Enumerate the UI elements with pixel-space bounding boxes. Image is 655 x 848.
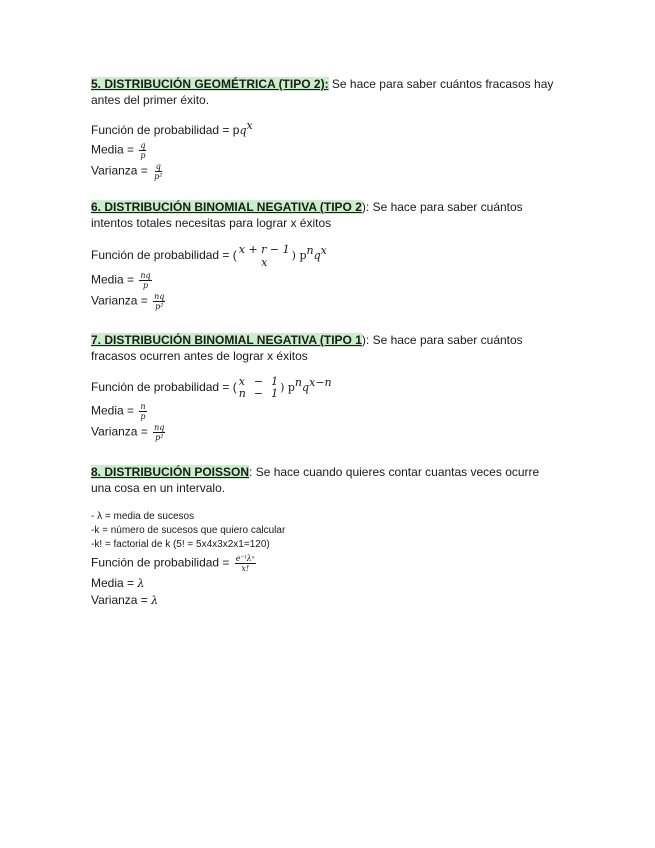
- formula-probability: [91, 243, 561, 269]
- section-description: ): Se hace para saber cuántos: [361, 333, 523, 347]
- binom-cell: 1: [271, 387, 279, 400]
- varianza-fraction: [153, 162, 163, 181]
- fraction-denominator: p²: [155, 302, 164, 311]
- fraction-denominator: p: [140, 412, 146, 421]
- section-description: Se hace para saber cuántos fracasos hay: [328, 77, 554, 91]
- section-heading-line: [91, 464, 561, 480]
- binomial-coefficient: [239, 243, 290, 269]
- section-description-line-2: intentos totales necesitas para lograr x éxitos: [91, 216, 332, 230]
- section-description: : Se hace cuando quieres contar cuantas veces ocurre: [249, 465, 540, 479]
- section-title: 5. DISTRIBUCIÓN GEOMÉTRICA (TIPO 2):: [91, 77, 329, 91]
- media-label: Media =: [91, 142, 138, 157]
- fraction-numerator: n: [140, 402, 146, 411]
- varianza-value: λ: [151, 594, 159, 607]
- fraction-numerator: nq: [154, 423, 165, 432]
- fraction-denominator: p: [140, 151, 146, 160]
- formula-media: [91, 271, 561, 290]
- formula-q: q: [313, 249, 321, 263]
- formula-exp: x: [246, 119, 253, 132]
- formula-varianza: [91, 592, 561, 609]
- section-binomial-negativa-tipo-2: [91, 199, 561, 311]
- fraction-denominator: p²: [154, 172, 163, 181]
- formula-varianza: [91, 162, 561, 181]
- formula-n: n: [306, 244, 314, 258]
- section-poisson: [91, 464, 561, 609]
- section-geometrica: [91, 76, 561, 181]
- note-lambda: - λ = media de sucesos: [91, 511, 195, 522]
- section-title: 6. DISTRIBUCIÓN BINOMIAL NEGATIVA (TIPO 2: [91, 200, 362, 214]
- media-label: Media =: [91, 272, 138, 287]
- formula-q: q: [302, 381, 310, 395]
- formula-label: Función de probabilidad = p: [91, 123, 240, 137]
- formula-label: Función de probabilidad = (: [91, 380, 237, 395]
- formula-tail: ) p: [280, 381, 295, 395]
- section-binomial-negativa-tipo-1: [91, 332, 561, 442]
- formula-fraction: [235, 554, 256, 573]
- formula-probability: [91, 119, 561, 139]
- fraction-numerator: q: [155, 162, 161, 171]
- binom-cell: −: [253, 375, 264, 388]
- section-heading-line: [91, 76, 561, 92]
- formula-media: [91, 141, 561, 160]
- section-heading-line: [91, 332, 561, 348]
- section-description: ): Se hace para saber cuántos: [361, 200, 523, 214]
- varianza-label: Varianza =: [91, 293, 152, 308]
- formula-media: [91, 575, 561, 592]
- varianza-fraction: [153, 423, 165, 442]
- media-label: Media =: [91, 576, 138, 590]
- formula-probability: [91, 554, 561, 573]
- varianza-label: Varianza =: [91, 424, 152, 439]
- fraction-numerator: nq: [140, 271, 151, 280]
- media-fraction: [139, 141, 146, 160]
- section-heading-line: [91, 199, 561, 215]
- binom-cell: 1: [271, 375, 279, 388]
- fraction-denominator: p: [142, 281, 149, 290]
- binom-cell: n: [238, 387, 246, 400]
- formula-label: Función de probabilidad = (: [91, 248, 237, 263]
- media-label: Media =: [91, 403, 138, 418]
- section-description-line-2: fracasos ocurren antes de lograr x éxitos: [91, 349, 308, 363]
- media-value: λ: [137, 577, 145, 590]
- fraction-numerator: e⁻ˡλˣ: [235, 554, 255, 563]
- section-title: 7. DISTRIBUCIÓN BINOMIAL NEGATIVA (TIPO 1: [91, 333, 362, 347]
- binom-top: x + r − 1: [238, 243, 290, 256]
- formula-varianza: [91, 292, 561, 311]
- fraction-numerator: q: [140, 141, 146, 150]
- formula-n: n: [294, 376, 303, 390]
- formula-tail: ) p: [291, 249, 307, 263]
- formula-label: Función de probabilidad =: [91, 555, 233, 570]
- formula-exp: x−n: [309, 376, 332, 390]
- formula-q: q: [239, 124, 247, 137]
- section-title: 8. DISTRIBUCIÓN POISSON: [91, 465, 250, 479]
- fraction-numerator: nq: [154, 292, 165, 301]
- note-factorial: -k! = factorial de k (5! = 5x4x3x2x1=120): [91, 539, 270, 550]
- media-fraction: [139, 402, 146, 421]
- binom-bottom: x: [261, 256, 268, 269]
- section-description-line-2: una cosa en un intervalo.: [91, 481, 226, 495]
- formula-media: [91, 402, 561, 421]
- binomial-matrix: [239, 376, 278, 400]
- varianza-fraction: [153, 292, 165, 311]
- fraction-denominator: x!: [241, 564, 250, 573]
- formula-varianza: [91, 423, 561, 442]
- varianza-label: Varianza =: [91, 593, 152, 607]
- binom-cell: −: [253, 387, 264, 400]
- binom-cell: x: [238, 375, 245, 388]
- formula-probability: [91, 376, 561, 400]
- media-fraction: [139, 271, 151, 290]
- note-k: -k = número de sucesos que quiero calcular: [91, 525, 286, 536]
- fraction-denominator: p²: [155, 433, 164, 442]
- varianza-label: Varianza =: [91, 163, 152, 178]
- section-description-line-2: antes del primer éxito.: [91, 93, 210, 107]
- formula-exp: x: [320, 244, 327, 258]
